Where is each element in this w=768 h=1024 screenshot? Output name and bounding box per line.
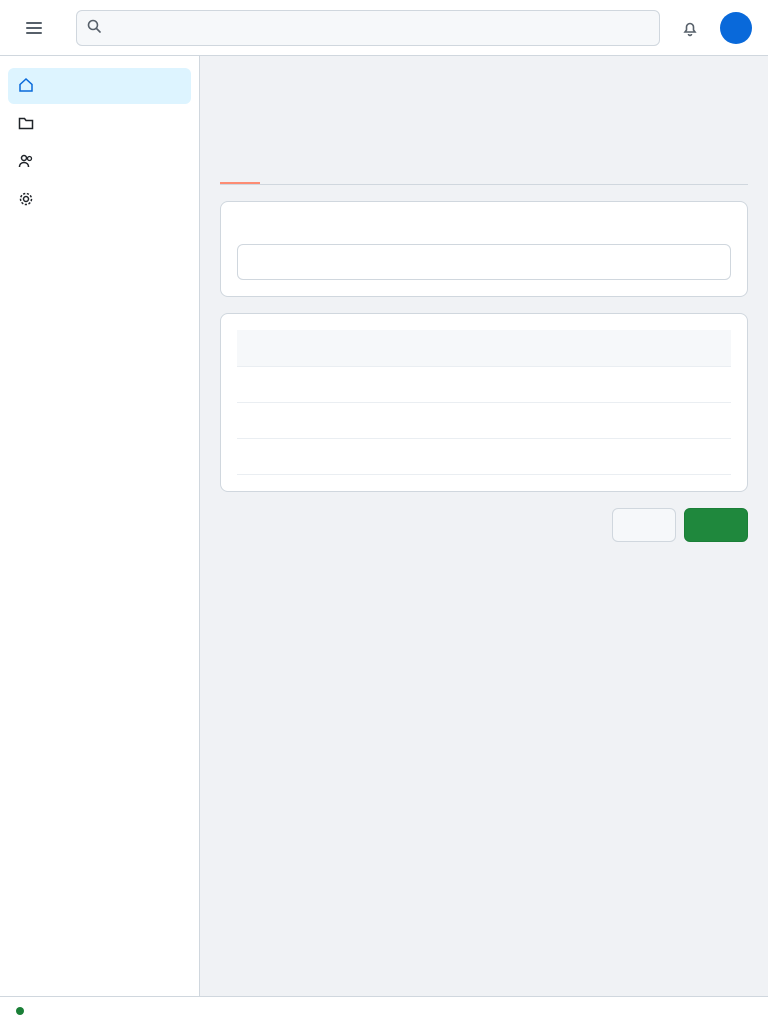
avatar[interactable]: [720, 12, 752, 44]
column-header[interactable]: [402, 330, 567, 366]
column-header[interactable]: [237, 330, 402, 366]
table-cell: [402, 402, 567, 438]
search-input[interactable]: [109, 20, 649, 36]
table-cell: [566, 402, 731, 438]
sidebar-item-2[interactable]: [8, 144, 191, 180]
cancel-button[interactable]: [612, 508, 676, 542]
table-cell: [566, 438, 731, 474]
table-cell: [402, 438, 567, 474]
sidebar-item-3[interactable]: [8, 182, 191, 218]
page-title: [220, 108, 748, 134]
tab-2[interactable]: [308, 150, 348, 184]
main-content: [200, 56, 768, 996]
bell-icon[interactable]: [672, 10, 708, 46]
top-bar: [0, 0, 768, 56]
menu-icon[interactable]: [16, 10, 52, 46]
form-actions: [220, 508, 748, 542]
home-icon: [18, 77, 34, 96]
app-body: [0, 56, 768, 996]
table-row[interactable]: [237, 438, 731, 474]
users-icon: [18, 153, 34, 172]
column-header[interactable]: [566, 330, 731, 366]
sidebar: [0, 56, 200, 996]
gear-icon: [18, 191, 34, 210]
tab-0[interactable]: [220, 150, 260, 184]
text-field[interactable]: [237, 244, 731, 280]
table-cell: [237, 438, 402, 474]
search-box[interactable]: [76, 10, 660, 46]
folder-icon: [18, 115, 34, 134]
tab-bar: [220, 150, 748, 185]
breadcrumb[interactable]: [220, 76, 748, 92]
status-bar: [0, 996, 768, 1024]
sidebar-item-0[interactable]: [8, 68, 191, 104]
save-button[interactable]: [684, 508, 748, 542]
field-label: [237, 218, 731, 232]
status-indicator-icon: [16, 1007, 24, 1015]
table-cell: [237, 402, 402, 438]
table-row[interactable]: [237, 402, 731, 438]
table-cell: [237, 366, 402, 402]
data-table: [237, 330, 731, 475]
form-card: [220, 201, 748, 297]
tab-1[interactable]: [264, 150, 304, 184]
table-row[interactable]: [237, 366, 731, 402]
sidebar-item-1[interactable]: [8, 106, 191, 142]
table-header-row: [237, 330, 731, 366]
table-cell: [566, 366, 731, 402]
table-cell: [402, 366, 567, 402]
search-icon: [87, 19, 101, 36]
table-card: [220, 313, 748, 492]
